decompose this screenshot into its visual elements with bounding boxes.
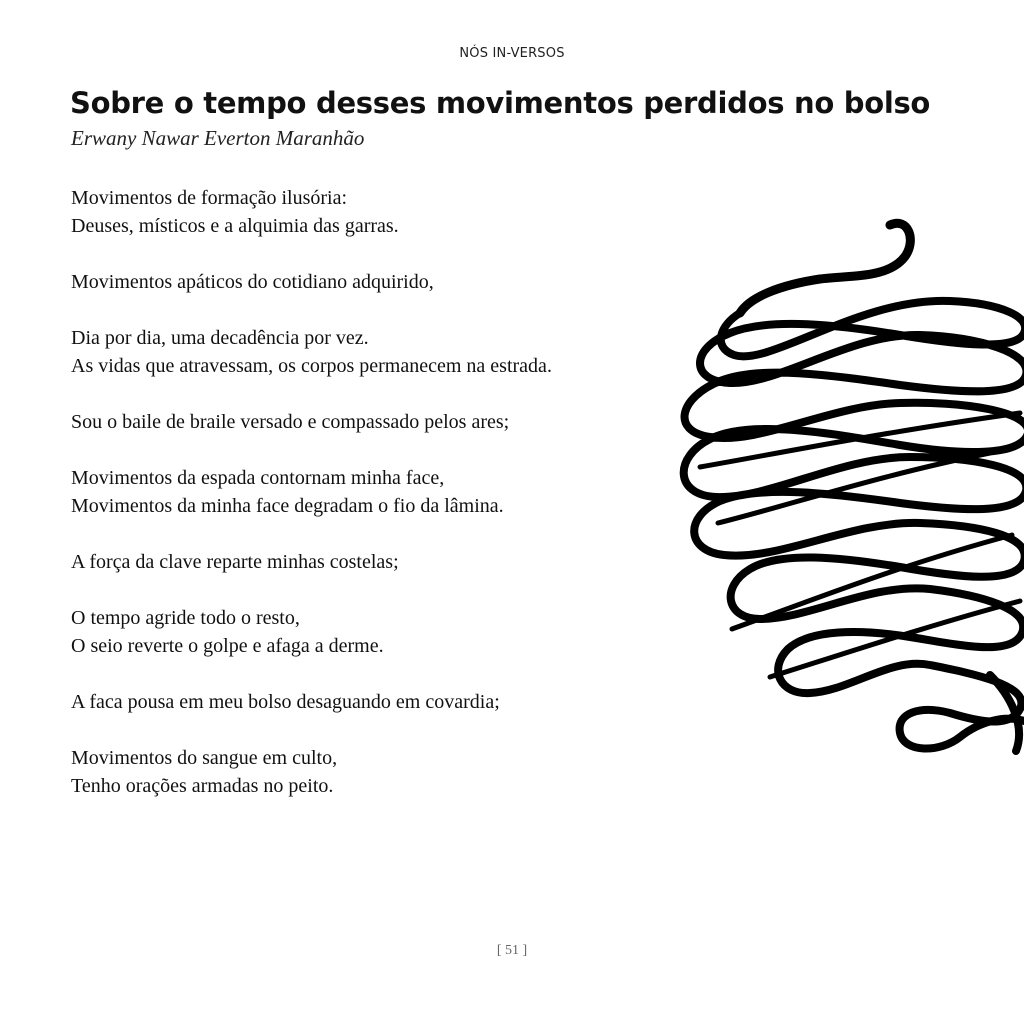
verse: Deuses, místicos e a alquimia das garras.: [71, 215, 399, 237]
stanza: [71, 184, 681, 240]
stanza: [71, 324, 681, 380]
stanza: [71, 688, 681, 716]
verse: Movimentos de formação ilusória:: [71, 187, 348, 209]
verse: A força da clave reparte minhas costelas;: [71, 551, 399, 573]
verse: Dia por dia, uma decadência por vez.: [71, 327, 369, 349]
poem-title: Sobre o tempo desses movimentos perdidos no bolso: [70, 86, 931, 120]
stanza: [71, 464, 681, 520]
verse: Sou o baile de braile versado e compassado pelos ares;: [71, 411, 510, 433]
stanza: [71, 744, 681, 800]
poem-body: [71, 184, 681, 828]
verse: As vidas que atravessam, os corpos permanecem na estrada.: [71, 355, 552, 377]
stanza: [71, 604, 681, 660]
stanza: [71, 268, 681, 296]
verse: O seio reverte o golpe e afaga a derme.: [71, 635, 384, 657]
verse: A faca pousa em meu bolso desaguando em covardia;: [71, 691, 500, 713]
verse: Movimentos do sangue em culto,: [71, 747, 338, 769]
stanza: [71, 408, 681, 436]
running-header: NÓS IN-VERSOS: [459, 46, 565, 61]
verse: Tenho orações armadas no peito.: [71, 775, 334, 797]
scribble-loops-icon: [660, 205, 1024, 765]
verse: O tempo agride todo o resto,: [71, 607, 300, 629]
poem-author: Erwany Nawar Everton Maranhão: [71, 126, 365, 150]
verse: Movimentos da espada contornam minha face,: [71, 467, 445, 489]
page-number: [ 51 ]: [496, 943, 528, 958]
stanza: [71, 548, 681, 576]
verse: Movimentos apáticos do cotidiano adquirido,: [71, 271, 434, 293]
verse: Movimentos da minha face degradam o fio da lâmina.: [71, 495, 504, 517]
